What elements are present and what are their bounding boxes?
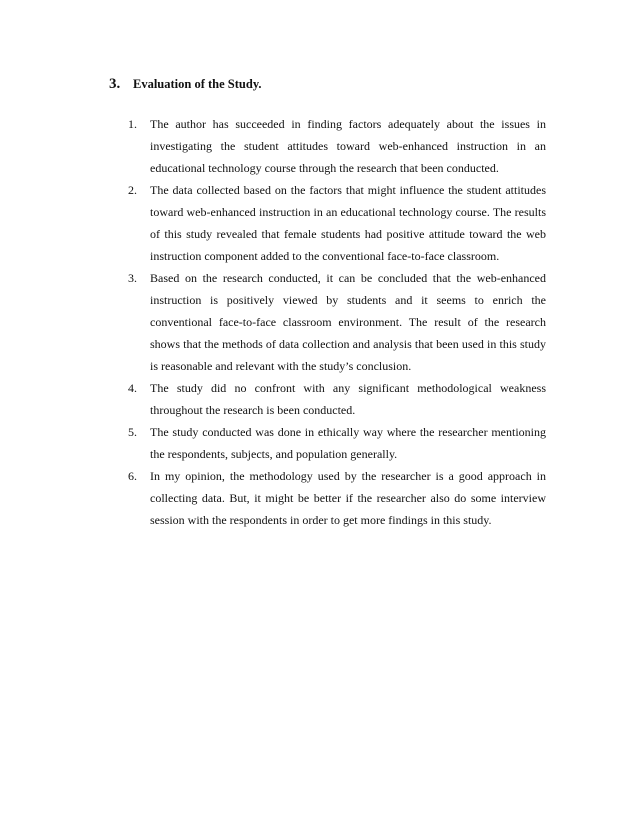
list-item-number: 3. [128, 271, 137, 285]
list-item-text: The study did no confront with any significant methodological weakness throughout the research is been conducted. [150, 381, 546, 417]
list-item-text: Based on the research conducted, it can be concluded that the web-enhanced instruction is positively viewed by students and it seems to enrich the conventional face-to-face classroom environment. The result of the research shows that the methods of data collection and analysis that been used in this study is reasonable and relevant with the study’s conclusion. [150, 271, 546, 373]
list-item [128, 465, 546, 531]
section-title: Evaluation of the Study. [133, 77, 262, 91]
list-item-text: The study conducted was done in ethically way where the researcher mentioning the respondents, subjects, and population generally. [150, 425, 546, 461]
list-item-number: 2. [128, 183, 137, 197]
list-item-number: 5. [128, 425, 137, 439]
section-heading [109, 76, 262, 93]
evaluation-list [128, 113, 546, 531]
section-number: 3. [109, 76, 121, 92]
list-item [128, 113, 546, 179]
list-item-number: 4. [128, 381, 137, 395]
list-item [128, 377, 546, 421]
list-item [128, 421, 546, 465]
list-item [128, 267, 546, 377]
list-item [128, 179, 546, 267]
list-item-number: 6. [128, 469, 137, 483]
list-item-text: In my opinion, the methodology used by the researcher is a good approach in collecting data. But, it might be better if the researcher also do some interview session with the respondents in order to get more findings in this study. [150, 469, 546, 527]
list-item-number: 1. [128, 117, 137, 131]
list-item-text: The data collected based on the factors that might influence the student attitudes toward web-enhanced instruction in an educational technology course. The results of this study revealed that female students had positive attitude toward the web instruction component added to the conventional face-to-face classroom. [150, 183, 546, 263]
list-item-text: The author has succeeded in finding factors adequately about the issues in investigating the student attitudes toward web-enhanced instruction in an educational technology course through the research that been conducted. [150, 117, 546, 175]
